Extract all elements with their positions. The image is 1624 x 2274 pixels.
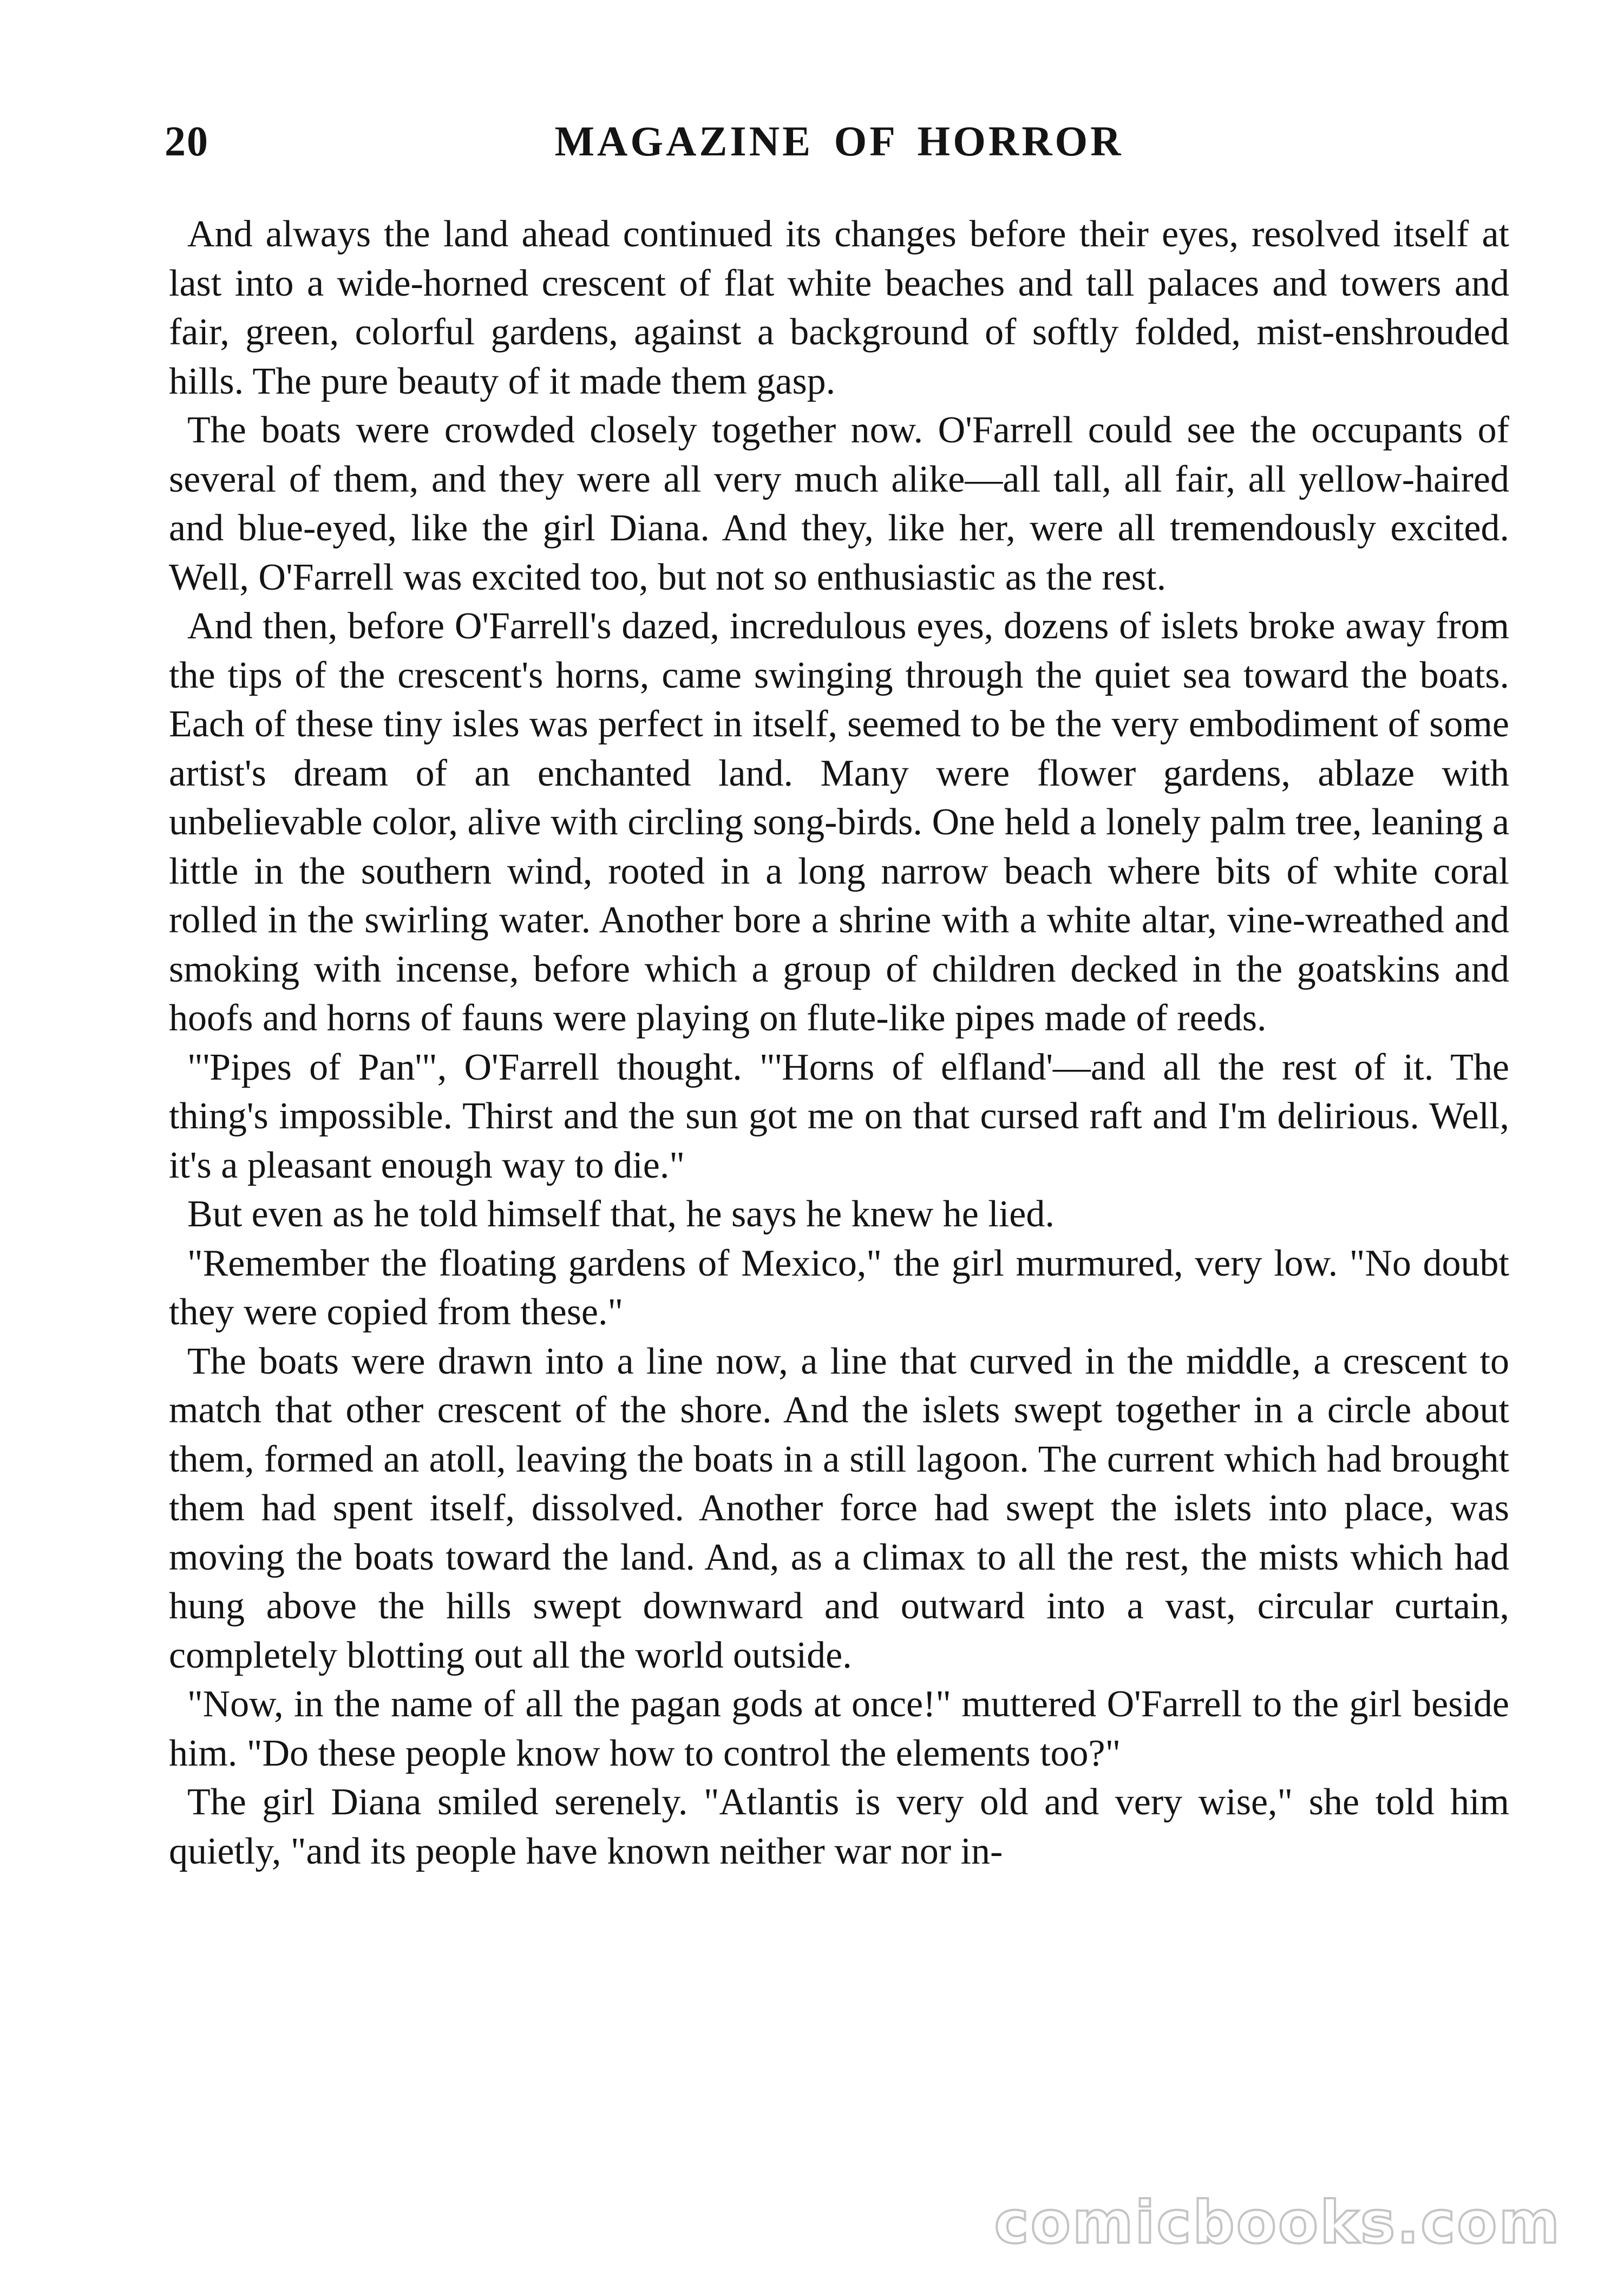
paragraph: "Now, in the name of all the pagan gods at once!" muttered O'Farrell to the girl beside him. "Do these people know how to control the elements too?" — [169, 1683, 1509, 1774]
page-number: 20 — [165, 117, 209, 165]
running-head-title: MAGAZINE OF HORROR — [554, 117, 1124, 165]
paragraph: And then, before O'Farrell's dazed, incredulous eyes, dozens of islets broke away from the tips of the crescent's horns, came swinging through the quiet sea toward the boats. Each of these tiny isles was perfect in itself, seemed to be the very embodiment of some artist's dream of an enchanted land. Many were flower gardens, ablaze with unbelievable color, alive with circling song-birds. One held a lonely palm tree, leaning a little in the southern wind, rooted in a long narrow beach where bits of white coral rolled in the swirling water. Another bore a shrine with a white altar, vine-wreathed and smoking with incense, before which a group of children decked in the goatskins and hoofs and horns of fauns were playing on flute-like pipes made of reeds. — [169, 605, 1509, 1039]
paragraph: And always the land ahead continued its changes before their eyes, resolved itself at last into a wide-horned crescent of flat white beaches and tall palaces and towers and fair, green, colorful gardens, against a background of softly folded, mist-enshrouded hills. The pure beauty of it made them gasp. — [169, 213, 1509, 402]
watermark: comicbooks.com — [994, 2189, 1561, 2257]
paragraph: The boats were crowded closely together now. O'Farrell could see the occupants of several of them, and they were all very much alike—all tall, all fair, all yellow-haired and blue-eyed, like the girl Diana. And they, like her, were all tremendously excited. Well, O'Farrell was excited too, but not so enthusiastic as the rest. — [169, 409, 1509, 598]
paragraph: The girl Diana smiled serenely. "Atlantis is very old and very wise," she told him quietly, "and its people have known neither war nor in- — [169, 1781, 1509, 1872]
paragraph: "Remember the floating gardens of Mexico," the girl murmured, very low. "No doubt they were copied from these." — [169, 1242, 1509, 1333]
body-text — [169, 210, 1509, 1876]
paragraph: The boats were drawn into a line now, a line that curved in the middle, a crescent to match that other crescent of the shore. And the islets swept together in a circle about them, formed an atoll, leaving the boats in a still lagoon. The current which had brought them had spent itself, dissolved. Another force had swept the islets into place, was moving the boats toward the land. And, as a climax to all the rest, the mists which had hung above the hills swept downward and outward into a vast, circular curtain, completely blotting out all the world outside. — [169, 1340, 1509, 1676]
paragraph: But even as he told himself that, he says he knew he lied. — [187, 1193, 1055, 1235]
paragraph: "'Pipes of Pan'", O'Farrell thought. "'Horns of elfland'—and all the rest of it. The thing's impossible. Thirst and the sun got me on that cursed raft and I'm delirious. Well, it's a pleasant enough way to die." — [169, 1046, 1509, 1186]
